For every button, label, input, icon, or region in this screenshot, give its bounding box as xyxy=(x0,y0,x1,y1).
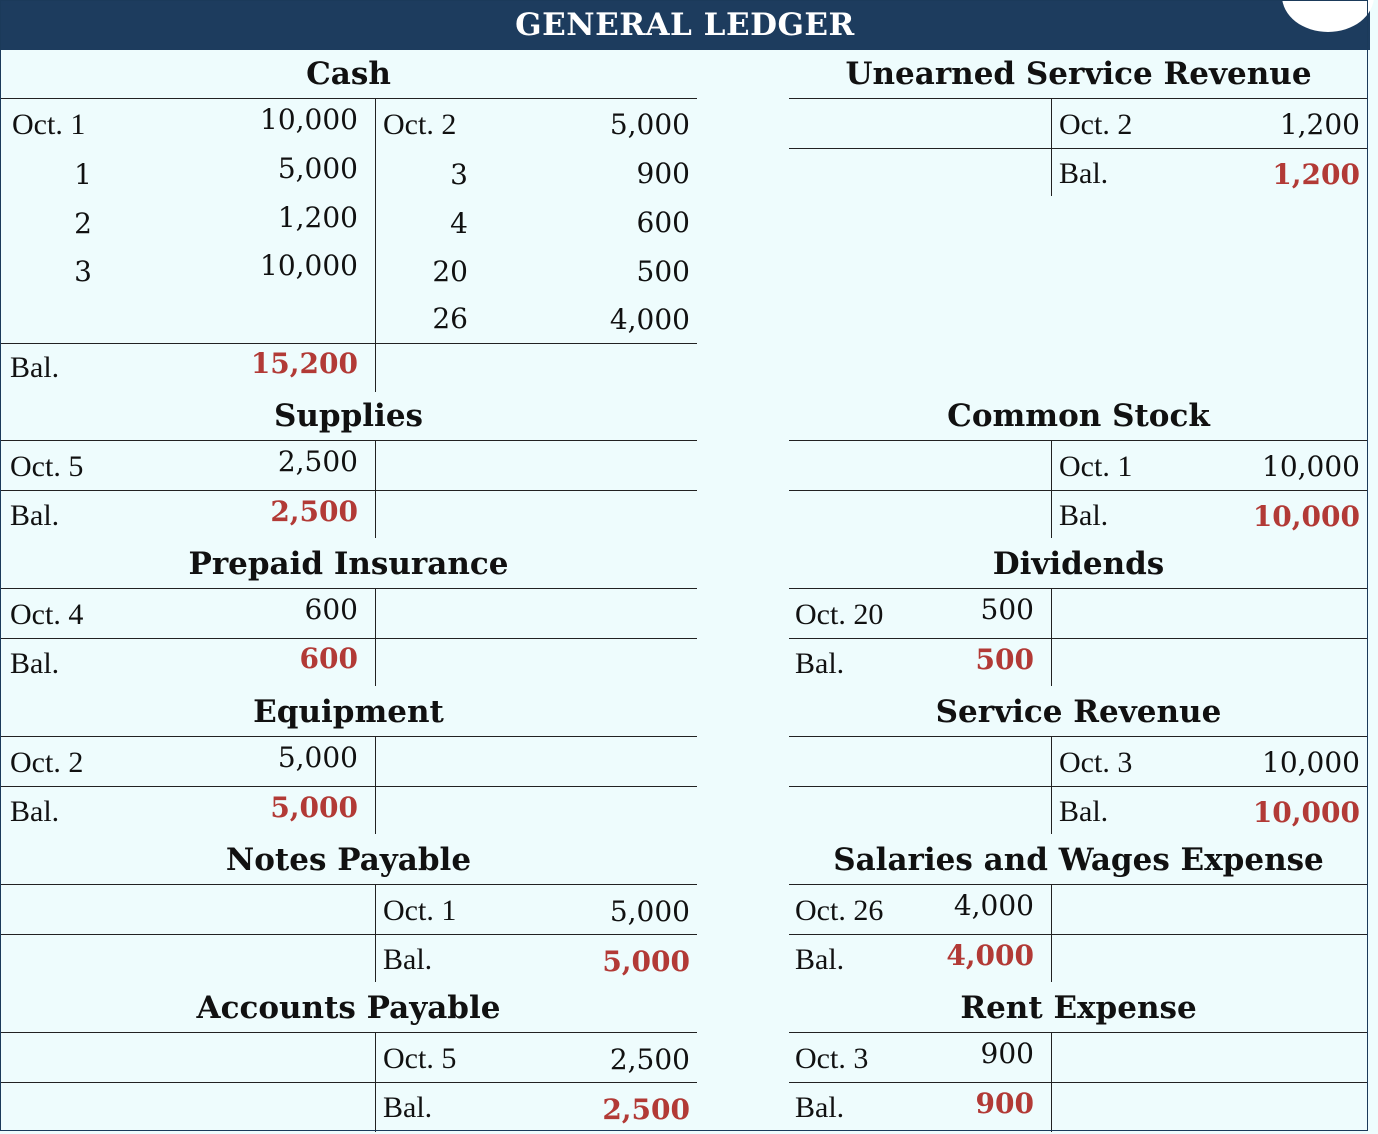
supplies-t-divider xyxy=(375,440,376,538)
cash-debit-date: 1 xyxy=(74,158,92,191)
supplies-debit-date: Oct. 5 xyxy=(10,450,84,483)
cash-credit-amount: 5,000 xyxy=(609,108,690,141)
notes-payable-account-title: Notes Payable xyxy=(225,842,472,878)
cash-debit-amount: 10,000 xyxy=(260,249,358,282)
salaries-wages-expense-t-divider xyxy=(1051,884,1052,982)
common-stock-t-divider xyxy=(1051,440,1052,538)
salaries-wages-expense-top-rule xyxy=(789,884,1368,885)
salaries-wages-expense-debit-date: Oct. 26 xyxy=(795,894,884,927)
notes-payable-balance-label: Bal. xyxy=(383,943,433,976)
dividends-debit-amount: 500 xyxy=(980,593,1034,626)
cash-debit-date: 3 xyxy=(74,255,92,288)
cash-balance-rule xyxy=(0,343,697,344)
cash-credit-amount: 4,000 xyxy=(609,303,690,336)
unearned-service-revenue-balance-rule xyxy=(789,148,1368,149)
dividends-debit-date: Oct. 20 xyxy=(795,598,884,631)
supplies-top-rule xyxy=(0,440,697,441)
cash-credit-date: 4 xyxy=(450,207,468,240)
unearned-service-revenue-top-rule xyxy=(789,98,1368,99)
cash-account-title: Cash xyxy=(306,56,391,92)
equipment-account-title: Equipment xyxy=(253,694,444,730)
salaries-wages-expense-balance-amount: 4,000 xyxy=(946,939,1034,972)
common-stock-balance-rule xyxy=(789,490,1368,491)
notes-payable-credit-amount: 5,000 xyxy=(609,895,690,928)
cash-top-rule xyxy=(0,98,697,99)
rent-expense-t-divider xyxy=(1051,1032,1052,1132)
equipment-balance-label: Bal. xyxy=(10,795,60,828)
prepaid-insurance-t-divider xyxy=(375,588,376,686)
unearned-service-revenue-account-title: Unearned Service Revenue xyxy=(845,56,1312,92)
rent-expense-debit-amount: 900 xyxy=(980,1037,1034,1070)
common-stock-balance-amount: 10,000 xyxy=(1252,500,1360,533)
unearned-service-revenue-t-divider xyxy=(1051,98,1052,196)
cash-balance-label: Bal. xyxy=(10,351,60,384)
supplies-account-title: Supplies xyxy=(273,398,423,434)
supplies-balance-rule xyxy=(0,490,697,491)
rent-expense-top-rule xyxy=(789,1032,1368,1033)
cash-credit-amount: 900 xyxy=(636,157,690,190)
service-revenue-credit-date: Oct. 3 xyxy=(1059,746,1133,779)
supplies-debit-amount: 2,500 xyxy=(277,445,358,478)
rent-expense-balance-amount: 900 xyxy=(975,1087,1034,1120)
dividends-t-divider xyxy=(1051,588,1052,686)
salaries-wages-expense-debit-amount: 4,000 xyxy=(953,889,1034,922)
cash-credit-amount: 600 xyxy=(636,206,690,239)
rent-expense-balance-rule xyxy=(789,1082,1368,1083)
accounts-payable-credit-amount: 2,500 xyxy=(609,1043,690,1076)
dividends-balance-label: Bal. xyxy=(795,647,845,680)
dividends-top-rule xyxy=(789,588,1368,589)
cash-credit-date: 3 xyxy=(450,158,468,191)
prepaid-insurance-balance-amount: 600 xyxy=(299,642,358,675)
salaries-wages-expense-balance-label: Bal. xyxy=(795,943,845,976)
accounts-payable-balance-rule xyxy=(0,1082,697,1083)
notes-payable-balance-amount: 5,000 xyxy=(602,945,690,978)
service-revenue-account-title: Service Revenue xyxy=(935,694,1222,730)
prepaid-insurance-debit-amount: 600 xyxy=(304,593,358,626)
accounts-payable-account-title: Accounts Payable xyxy=(196,990,501,1026)
common-stock-account-title: Common Stock xyxy=(947,398,1210,434)
accounts-payable-t-divider xyxy=(375,1032,376,1132)
cash-credit-date: 20 xyxy=(432,255,468,288)
prepaid-insurance-balance-label: Bal. xyxy=(10,647,60,680)
common-stock-top-rule xyxy=(789,440,1368,441)
equipment-top-rule xyxy=(0,736,697,737)
rent-expense-balance-label: Bal. xyxy=(795,1091,845,1124)
service-revenue-balance-label: Bal. xyxy=(1059,795,1109,828)
unearned-service-revenue-credit-amount: 1,200 xyxy=(1279,108,1360,141)
ledger-title: GENERAL LEDGER xyxy=(515,7,855,43)
notes-payable-credit-date: Oct. 1 xyxy=(383,894,457,927)
equipment-debit-amount: 5,000 xyxy=(277,741,358,774)
prepaid-insurance-debit-date: Oct. 4 xyxy=(10,598,84,631)
rent-expense-debit-date: Oct. 3 xyxy=(795,1042,869,1075)
supplies-balance-label: Bal. xyxy=(10,499,60,532)
cash-debit-date: 2 xyxy=(74,207,92,240)
cash-t-divider xyxy=(375,98,376,392)
common-stock-credit-date: Oct. 1 xyxy=(1059,450,1133,483)
notes-payable-top-rule xyxy=(0,884,697,885)
dividends-balance-amount: 500 xyxy=(975,643,1034,676)
cash-debit-amount: 5,000 xyxy=(277,152,358,185)
prepaid-insurance-top-rule xyxy=(0,588,697,589)
salaries-wages-expense-account-title: Salaries and Wages Expense xyxy=(833,842,1324,878)
common-stock-balance-label: Bal. xyxy=(1059,499,1109,532)
unearned-service-revenue-balance-label: Bal. xyxy=(1059,157,1109,190)
accounts-payable-top-rule xyxy=(0,1032,697,1033)
salaries-wages-expense-balance-rule xyxy=(789,934,1368,935)
cash-debit-amount: 1,200 xyxy=(277,201,358,234)
rent-expense-account-title: Rent Expense xyxy=(960,990,1197,1026)
equipment-t-divider xyxy=(375,736,376,834)
dividends-account-title: Dividends xyxy=(992,546,1165,582)
cash-debit-amount: 10,000 xyxy=(260,103,358,136)
unearned-service-revenue-credit-date: Oct. 2 xyxy=(1059,108,1133,141)
cash-credit-amount: 500 xyxy=(636,255,690,288)
notes-payable-t-divider xyxy=(375,884,376,982)
accounts-payable-credit-date: Oct. 5 xyxy=(383,1042,457,1075)
cash-credit-date: 26 xyxy=(432,302,468,335)
common-stock-credit-amount: 10,000 xyxy=(1262,450,1360,483)
prepaid-insurance-balance-rule xyxy=(0,638,697,639)
unearned-service-revenue-balance-amount: 1,200 xyxy=(1272,158,1360,191)
equipment-balance-amount: 5,000 xyxy=(270,791,358,824)
equipment-debit-date: Oct. 2 xyxy=(10,746,84,779)
service-revenue-top-rule xyxy=(789,736,1368,737)
service-revenue-credit-amount: 10,000 xyxy=(1262,746,1360,779)
notes-payable-balance-rule xyxy=(0,934,697,935)
equipment-balance-rule xyxy=(0,786,697,787)
cash-balance-amount: 15,200 xyxy=(250,347,358,380)
cash-credit-date: Oct. 2 xyxy=(383,108,457,141)
cash-debit-date: Oct. 1 xyxy=(12,108,86,141)
service-revenue-t-divider xyxy=(1051,736,1052,834)
service-revenue-balance-rule xyxy=(789,786,1368,787)
dividends-balance-rule xyxy=(789,638,1368,639)
prepaid-insurance-account-title: Prepaid Insurance xyxy=(188,546,509,582)
accounts-payable-balance-label: Bal. xyxy=(383,1091,433,1124)
service-revenue-balance-amount: 10,000 xyxy=(1252,796,1360,829)
accounts-payable-balance-amount: 2,500 xyxy=(602,1093,690,1126)
supplies-balance-amount: 2,500 xyxy=(270,495,358,528)
